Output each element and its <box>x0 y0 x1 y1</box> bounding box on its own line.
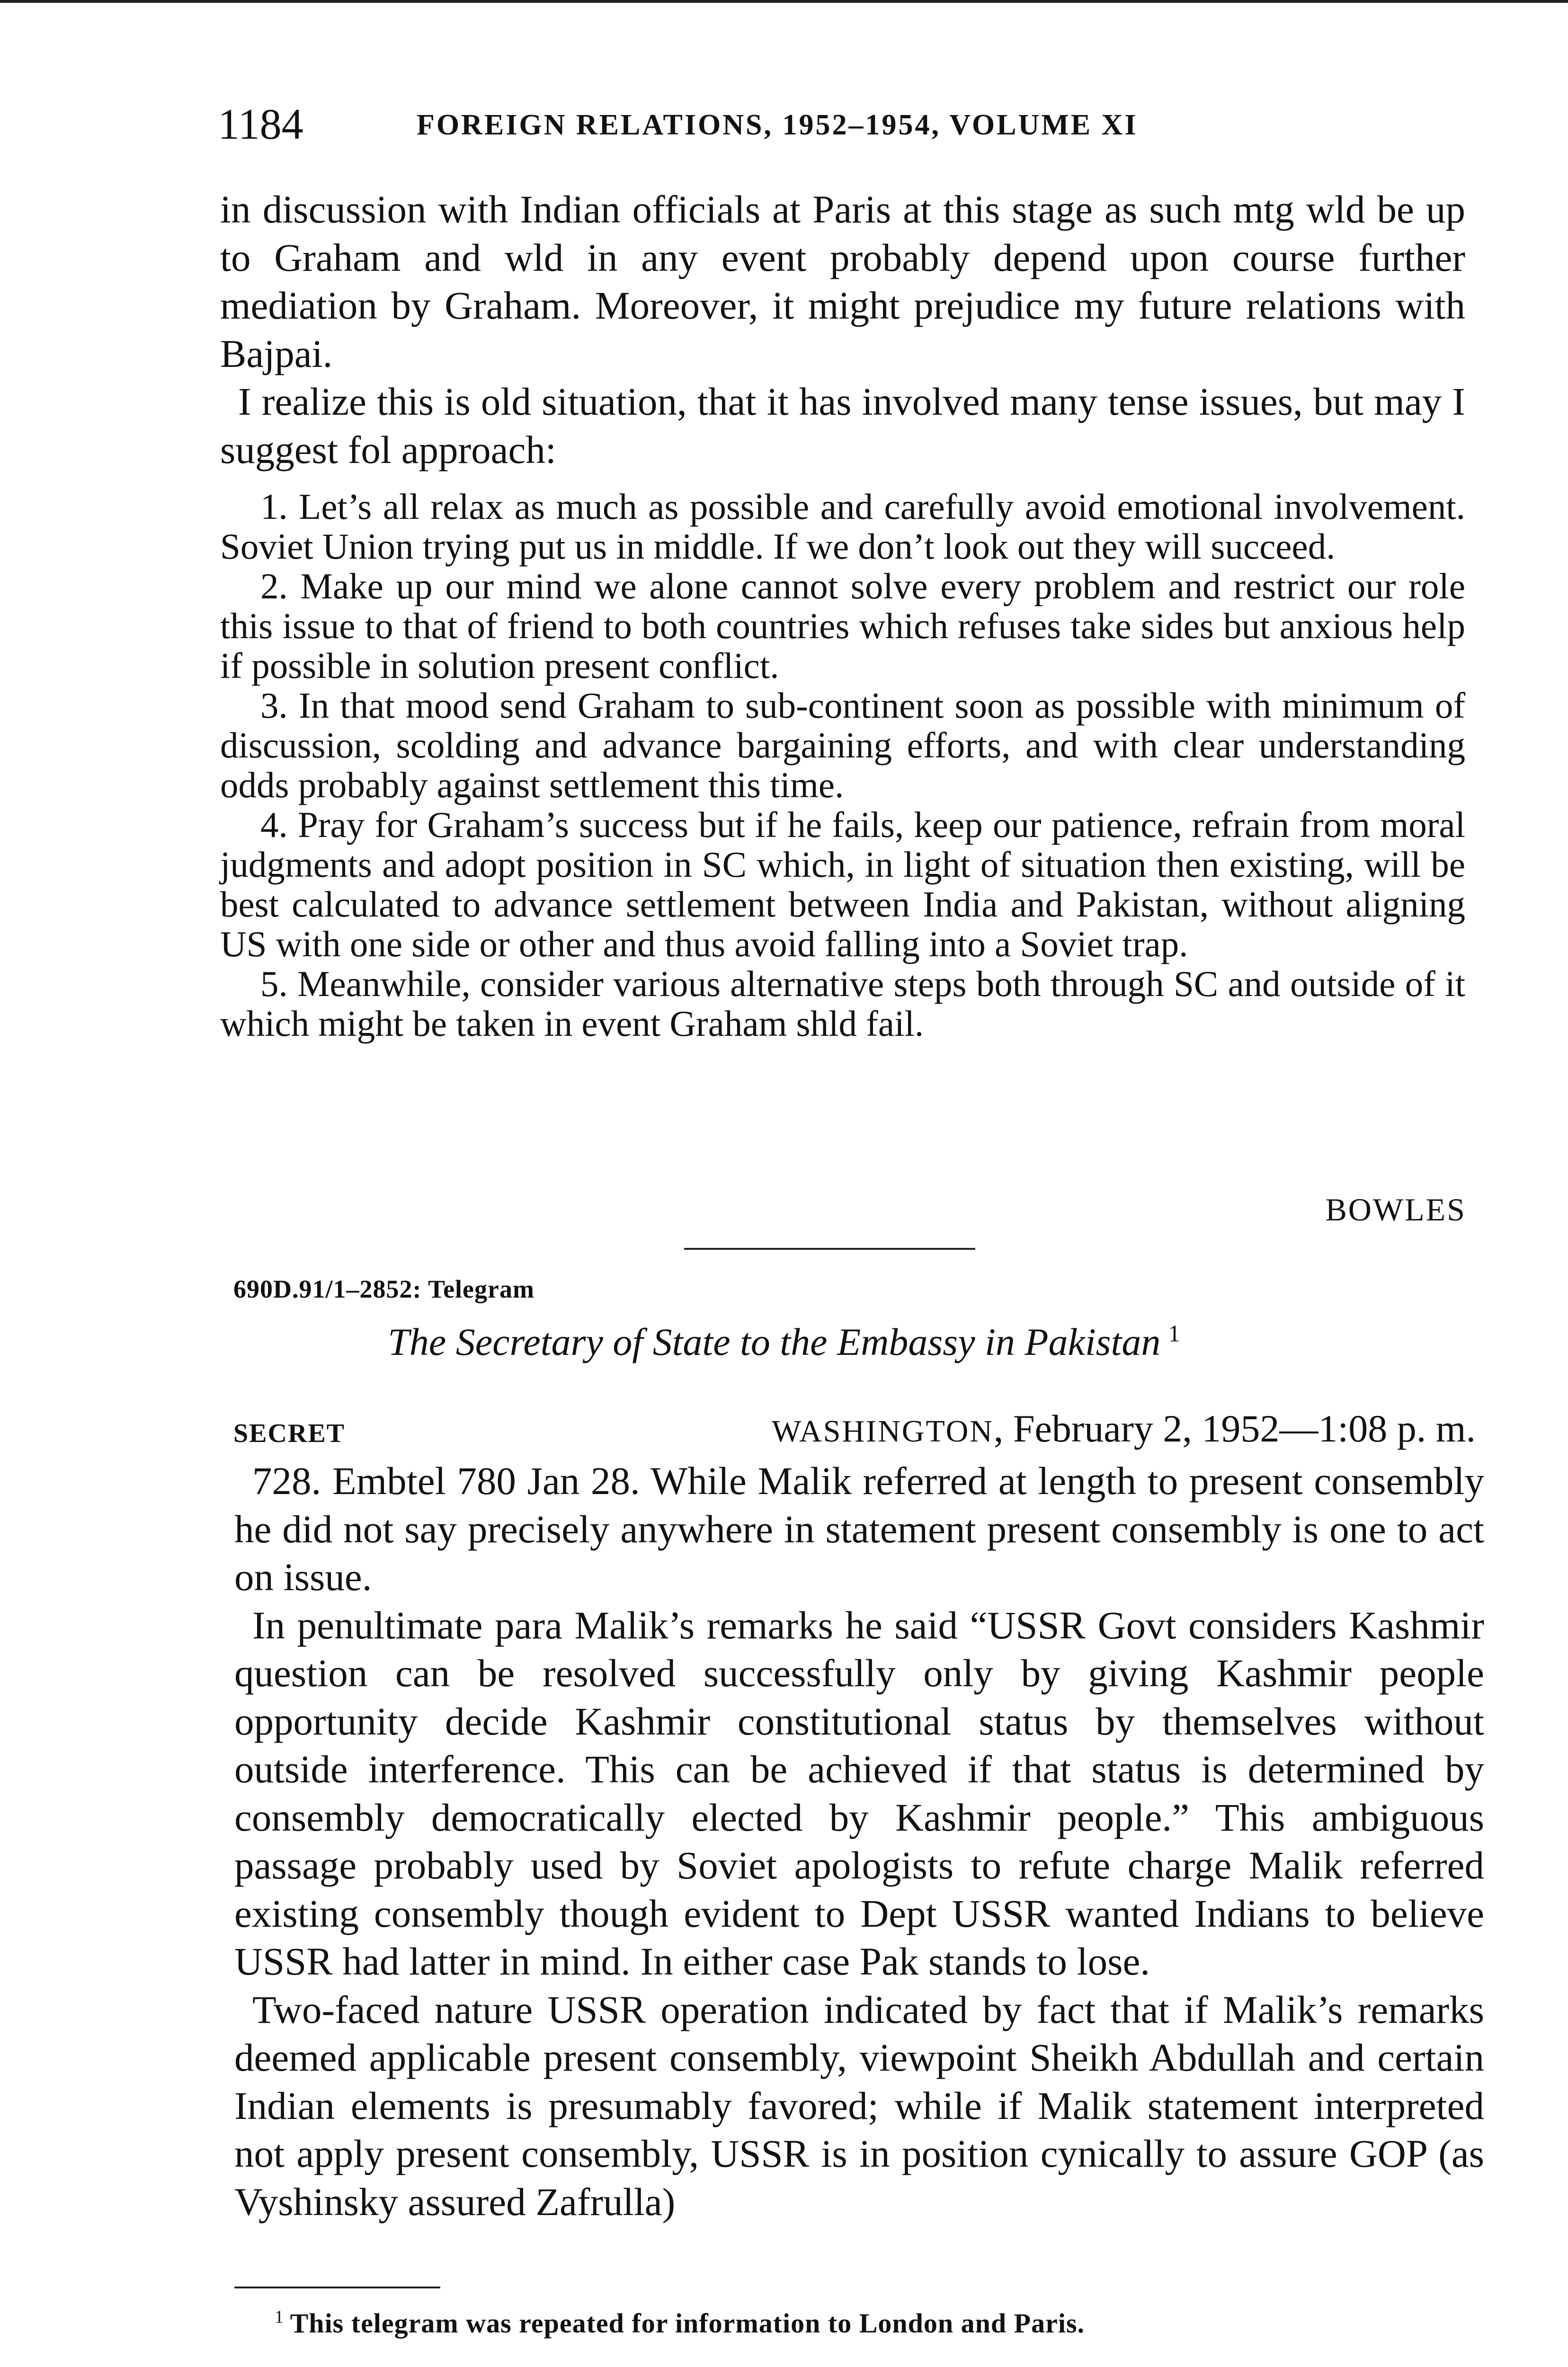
telegram-paragraph: In penultimate para Malik’s remarks he said “USSR Govt considers Kashmir question can be resolved successfully only by giving Kashmir people opportunity decide Kashmir constitutional status by themselves without outside interference. This can be achieved if that status is determined by consembly democratically elected by Kashmir people.” This ambiguous passage probably used by Soviet apologists to refute charge Malik referred existing consembly though evident to Dept USSR wanted Indians to believe USSR had latter in mind. In either case Pak stands to lose. <box>234 1603 1484 1983</box>
classification-label: SECRET <box>233 1419 346 1448</box>
telegram-paragraph: Two-faced nature USSR operation indicated by fact that if Malik’s remarks deemed applicable present consembly, viewpoint Sheikh Abdullah and certain Indian elements is presumably favored; while if Malik statement interpreted not apply present consembly, USSR is in position cynically to assure GOP (as Vyshinsky assured Zafrulla) <box>234 1987 1484 2224</box>
dateline <box>772 1405 1476 1455</box>
page-header <box>218 100 1496 148</box>
signature <box>1325 1191 1466 1228</box>
list-item: 5. Meanwhile, consider various alternative steps both through SC and outside of it which might be taken in event Graham shld fail. <box>220 963 1465 1044</box>
continuation-paragraph: in discussion with Indian officials at Paris at this stage as such mtg wld be up to Graham and wld in any event probably depend upon course further mediation by Graham. Moreover, it might prejudice my future relations with Bajpai. <box>220 187 1465 375</box>
list-item: 1. Let’s all relax as much as possible and carefully avoid emotional involvement. Soviet Union trying put us in middle. If we don’t look out they will succeed. <box>220 486 1465 567</box>
continuation-text <box>220 186 1465 474</box>
telegram-paragraph: 728. Embtel 780 Jan 28. While Malik referred at length to present consembly he did not say precisely anywhere in statement present consembly is one to act on issue. <box>234 1459 1484 1599</box>
running-head: FOREIGN RELATIONS, 1952–1954, VOLUME XI <box>417 109 1138 141</box>
continuation-paragraph: I realize this is old situation, that it has involved many tense issues, but may I suggest fol approach: <box>220 380 1465 472</box>
footnote-mark: 1 <box>275 2307 284 2327</box>
list-item: 2. Make up our mind we alone cannot solve every problem and restrict our role this issue to that of friend to both countries which refuses take sides but anxious help if possible in solution present conflict. <box>220 566 1465 686</box>
document-title-text: The Secretary of State to the Embassy in Pakistan <box>388 1320 1161 1363</box>
dateline-place: WASHINGTON <box>772 1414 994 1449</box>
file-reference: 690D.91/1–2852: Telegram <box>233 1275 535 1303</box>
title-footnote-mark: 1 <box>1168 1320 1180 1347</box>
top-border-rule <box>0 0 1568 3</box>
section-divider <box>684 1248 975 1250</box>
dateline-date: , February 2, 1952—1:08 p. m. <box>993 1407 1476 1450</box>
list-item: 3. In that mood send Graham to sub-continent soon as possible with minimum of discussion, scolding and advance bargaining efforts, and with clear understanding odds probably against settlement this time. <box>220 685 1465 805</box>
recommendation-list <box>220 487 1465 1043</box>
footnote-text: This telegram was repeated for information to London and Paris. <box>290 2308 1085 2339</box>
telegram-body <box>234 1457 1484 2226</box>
footnote <box>275 2305 1085 2342</box>
document-title <box>0 1318 1568 1366</box>
list-item: 4. Pray for Graham’s success but if he fails, keep our patience, refrain from moral judgments and adopt position in SC which, in light of situation then existing, will be best calculated to advance settlement between India and Pakistan, without aligning US with one side or other and thus avoid falling into a Soviet trap. <box>220 804 1465 964</box>
signature-text: BOWLES <box>1325 1192 1466 1228</box>
footnote-rule <box>234 2287 440 2288</box>
page-number: 1184 <box>218 100 303 148</box>
